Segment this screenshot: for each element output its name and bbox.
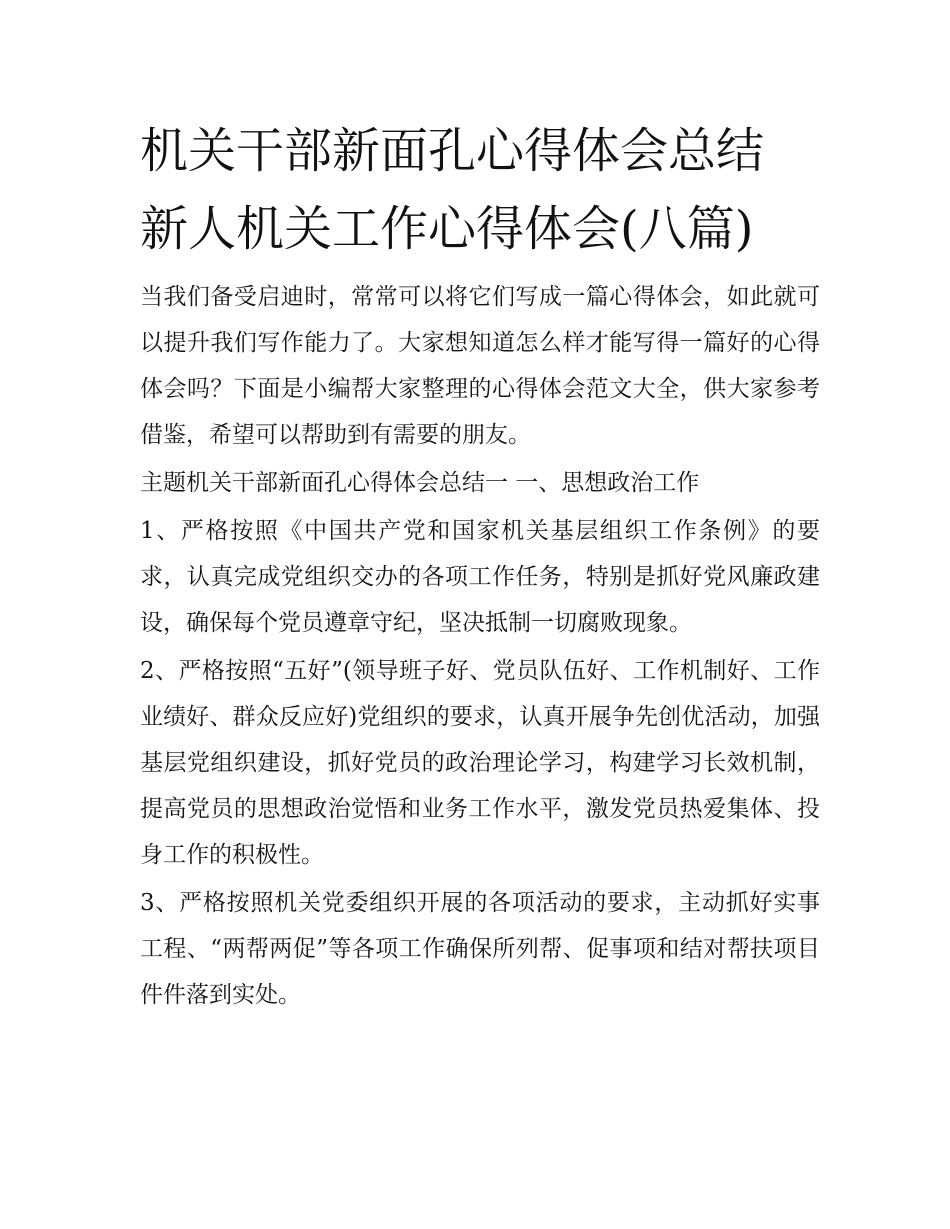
body-paragraph-1: 1、严格按照《中国共产党和国家机关基层组织工作条例》的要求，认真完成党组织交办的各项工作任务，特别是抓好党风廉政建设，确保每个党员遵章守纪，坚决抵制一切腐败现象。 — [140, 518, 820, 636]
document-content — [140, 112, 820, 1018]
title-line-2: 新人机关工作心得体会(八篇) — [140, 201, 754, 257]
title-line-1: 机关干部新面孔心得体会总结 — [140, 123, 765, 179]
section-heading: 主题机关干部新面孔心得体会总结一 一、思想政治工作 — [140, 470, 700, 496]
intro-paragraph: 当我们备受启迪时，常常可以将它们写成一篇心得体会，如此就可以提升我们写作能力了。大家想知道怎么样才能写得一篇好的心得体会吗？下面是小编帮大家整理的心得体会范文大全，供大家参考借鉴，希望可以帮助到有需要的朋友。 — [140, 284, 820, 448]
body-paragraph-3: 3、严格按照机关党委组织开展的各项活动的要求，主动抓好实事工程、“两帮两促”等各项工作确保所列帮、促事项和结对帮扶项目件件落到实处。 — [140, 890, 820, 1008]
body-paragraph-2: 2、严格按照“五好”(领导班子好、党员队伍好、工作机制好、工作业绩好、群众反应好)党组织的要求，认真开展争先创优活动，加强基层党组织建设，抓好党员的政治理论学习，构建学习长效机制，提高党员的思想政治觉悟和业务工作水平，激发党员热爱集体、投身工作的积极性。 — [140, 658, 820, 868]
document-title — [140, 112, 820, 268]
